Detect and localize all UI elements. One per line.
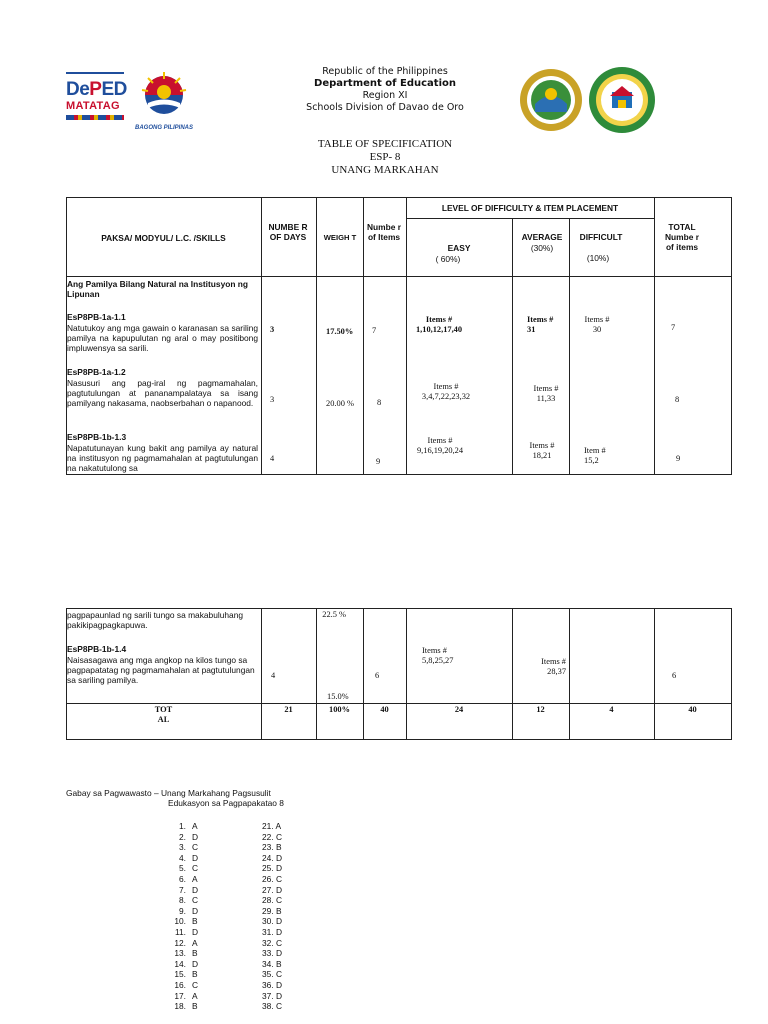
header-bottom-border [66,276,732,277]
row-1-code: EsP8PB-1a-1.1 [67,312,126,322]
col-border [731,197,732,475]
col-border [406,197,407,475]
total-items: 40 [380,705,389,714]
answer-number: 3. [179,842,186,853]
row-2-total: 8 [675,395,680,404]
col-border [363,608,364,740]
row-3-code: EsP8PB-1b-1.3 [67,432,127,442]
header-weight: WEIGH T [323,233,357,242]
bagong-pilipinas-emblem-icon [134,70,194,120]
header-paksa: PAKSA/ MODYUL/ L.C. /SKILLS [101,233,226,243]
row-4-easy: Items # 5,8,25,27 [422,646,454,665]
answer-item [166,959,198,970]
row-2-text: Nasusuri ang pag-iral ng pagmamahalan, pagtutulungan at pananampalataya sa isang pamilyang nakasama, naobserbahan o napanood. [67,378,258,408]
deped-word-de: De [66,79,90,100]
answer-item [166,906,198,917]
answer-letter: D [192,905,199,916]
row-4-weight: 15.0% [327,692,349,701]
bagong-pilipinas-logo [134,70,194,131]
header-items: Numbe r of Items [367,222,401,242]
region-line: Region XI [362,90,408,101]
header-difficult: DIFFICULT [579,232,623,242]
row-1-text: Natutukoy ang mga gawain o karanasan sa sariling pamilya na kapupulutan ng aral o may positibong impluwensya sa sarili. [67,323,258,353]
total-row-border [66,703,732,704]
answer-number: 15. [174,969,186,980]
col-border [316,608,317,740]
row-4-items: 6 [375,671,380,680]
row-1-items: 7 [372,326,377,335]
answer-letter: A [192,990,198,1001]
division-seal [519,68,583,137]
answer-number: 14. [174,958,186,969]
row-2-weight: 20.00 % [326,399,354,408]
row-4-code: EsP8PB-1b-1.4 [67,644,127,654]
table2-border-bottom [66,739,732,740]
total-days: 21 [284,705,293,714]
answer-item [166,842,198,853]
answer-list-right [262,821,282,1012]
answer-item [166,938,198,949]
answer-letter: D [192,831,199,842]
answer-item [166,874,198,885]
answer-letter: B [192,969,198,980]
row-3-days: 4 [270,454,275,463]
answer-letter: C [192,863,199,874]
answer-letter: B [192,1001,198,1012]
division-seal-icon [519,68,583,132]
answer-number: 2. [179,831,186,842]
answer-letter: B [192,948,198,959]
col-border [654,197,655,475]
answer-item: 31. D [262,926,283,937]
header-average: AVERAGE [521,232,563,242]
title-line-2: ESP- 8 [369,151,401,163]
row-3-total: 9 [676,454,681,463]
col-border [261,608,262,740]
row-4-text: Naisasagawa ang mga angkop na kilos tungo sa pagpapatatag ng pagmamahalan at pagtutulungan sa sariling pamilya. [67,655,255,685]
school-seal-icon [588,66,656,134]
answer-item: 21. A [262,821,282,831]
answer-item: 29. B [262,905,282,916]
logo-stripe [66,115,124,120]
answer-item: 25. D [262,863,283,874]
answer-number: 8. [179,895,186,906]
header-easy: EASY [447,243,471,253]
department-line: Department of Education [314,78,456,89]
answer-item: 27. D [262,884,283,895]
answer-item [166,832,198,843]
row-2-average: Items # 11,33 [533,384,559,403]
answer-item: 33. D [262,948,283,959]
deped-wordmark [66,80,130,100]
answer-item [166,863,198,874]
row-4-days: 4 [271,671,276,680]
title-line-1: TABLE OF SPECIFICATION [317,138,453,150]
document-title [260,138,510,177]
total-easy: 24 [454,705,464,714]
answer-key-subtitle: Edukasyon sa Pagpapakatao 8 [168,798,284,808]
answer-item: 37. D [262,990,283,1001]
answer-number: 18. [174,1001,186,1012]
answer-letter: A [192,873,198,884]
header-total: TOTAL Numbe r of items [665,222,699,252]
row-2-code: EsP8PB-1a-1.2 [67,367,126,377]
row-1-weight: 17.50% [326,327,354,336]
answer-item [166,916,198,927]
answer-item: 22. C [262,831,283,842]
republic-line: Republic of the Philippines [322,66,448,77]
total-label-1: TOT [154,705,173,714]
answer-item [166,895,198,906]
answer-letter: C [192,842,199,853]
col-border [731,608,732,740]
answer-item: 30. D [262,916,283,927]
answer-item [166,969,198,980]
header-easy-pct: ( 60%) [435,254,461,264]
col-border [654,608,655,740]
header-days: NUMBE R OF DAYS [268,222,308,242]
answer-item [166,980,198,991]
row-1-difficult: Items # 30 [584,315,610,334]
total-average: 12 [536,705,545,714]
answer-item: 38. C [262,1001,283,1012]
row-1-total: 7 [671,323,676,332]
matatag-label: MATATAG [66,100,120,112]
answer-list-left [166,821,198,1012]
answer-item: 26. C [262,873,283,884]
row-3-text-continued: pagpapaunlad ng sarili tungo sa makabuluhang pakikipagpagkapuwa. [67,610,244,630]
row-3-text: Napatutunayan kung bakit ang pamilya ay natural na institusyon ng pagmamahalan at pagtutulungan na nakatutulong sa [67,443,258,473]
row-3-difficult: Item # 15,2 [584,446,606,465]
table2-border-top [66,608,732,609]
answer-number: 11. [174,926,186,937]
answer-item [166,991,198,1002]
table-border-bottom [66,474,732,475]
total-label-2: AL [157,715,170,724]
row-2-days: 3 [270,395,275,404]
answer-item: 28. C [262,895,283,906]
school-seal [588,66,656,139]
answer-item [166,821,198,832]
table-border-top [66,197,732,198]
answer-item [166,927,198,938]
row-3-items: 9 [376,457,381,466]
row-3-easy: Items # 9,16,19,20,24 [416,436,464,455]
row-3-average: Items # 18,21 [529,441,555,460]
row-4-average: Items # 28,37 [541,657,566,676]
answer-item: 35. C [262,969,283,980]
total-difficult: 4 [609,705,614,714]
row-3-weight-continued: 22.5 % [322,610,346,619]
col-border [406,608,407,740]
header-difficult-pct: (10%) [586,253,610,263]
answer-item [166,885,198,896]
answer-letter: B [192,916,198,927]
answer-number: 9. [179,905,186,916]
total-total: 40 [688,705,697,714]
col-border [569,608,570,740]
answer-item: 24. D [262,852,283,863]
answer-number: 1. [179,821,186,831]
header-level: LEVEL OF DIFFICULTY & ITEM PLACEMENT [441,203,619,213]
answer-letter: A [192,821,198,831]
letterhead [260,66,510,114]
row-4-total: 6 [672,671,677,680]
col-border [363,197,364,475]
answer-number: 17. [174,990,186,1001]
deped-word-p: P [89,79,102,100]
answer-letter: D [192,852,199,863]
answer-item: 36. D [262,979,283,990]
deped-word-ed: ED [101,79,127,100]
answer-item [166,948,198,959]
total-weight: 100% [329,705,350,714]
answer-number: 13. [174,948,186,959]
answer-key-title: Gabay sa Pagwawasto – Unang Markahang Pagsusulit [66,788,271,798]
row-2-items: 8 [377,398,382,407]
header-average-pct: (30%) [530,243,554,253]
division-line: Schools Division of Davao de Oro [306,102,464,113]
answer-number: 6. [179,873,186,884]
answer-letter: C [192,979,199,990]
answer-number: 4. [179,852,186,863]
answer-item: 34. B [262,958,282,969]
level-header-divider [406,218,654,219]
title-line-3: UNANG MARKAHAN [331,164,439,176]
answer-number: 16. [174,979,186,990]
answer-item [166,1001,198,1012]
col-border [316,197,317,475]
logo-rule [66,72,124,74]
col-border [512,218,513,475]
answer-letter: D [192,958,199,969]
answer-number: 5. [179,863,186,874]
bagong-pilipinas-label: BAGONG PILIPINAS [134,125,193,131]
answer-item: 23. B [262,842,282,853]
answer-number: 10. [174,916,186,927]
row-2-easy: Items # 3,4,7,22,23,32 [421,382,471,401]
col-border [261,197,262,475]
col-border [512,608,513,740]
row-1-easy: Items # 1,10,12,17,40 [415,315,463,334]
row-1-average: Items # 31 [527,315,554,334]
row-1-heading: Ang Pamilya Bilang Natural na Institusyon ng Lipunan [67,279,249,299]
deped-logo [66,72,130,128]
row-1-days: 3 [270,325,275,334]
answer-number: 7. [179,884,186,895]
answer-letter: D [192,926,199,937]
answer-item [166,853,198,864]
answer-letter: D [192,884,199,895]
answer-item: 32. C [262,937,283,948]
answer-letter: C [192,895,199,906]
answer-number: 12. [174,937,186,948]
answer-letter: A [192,937,198,948]
